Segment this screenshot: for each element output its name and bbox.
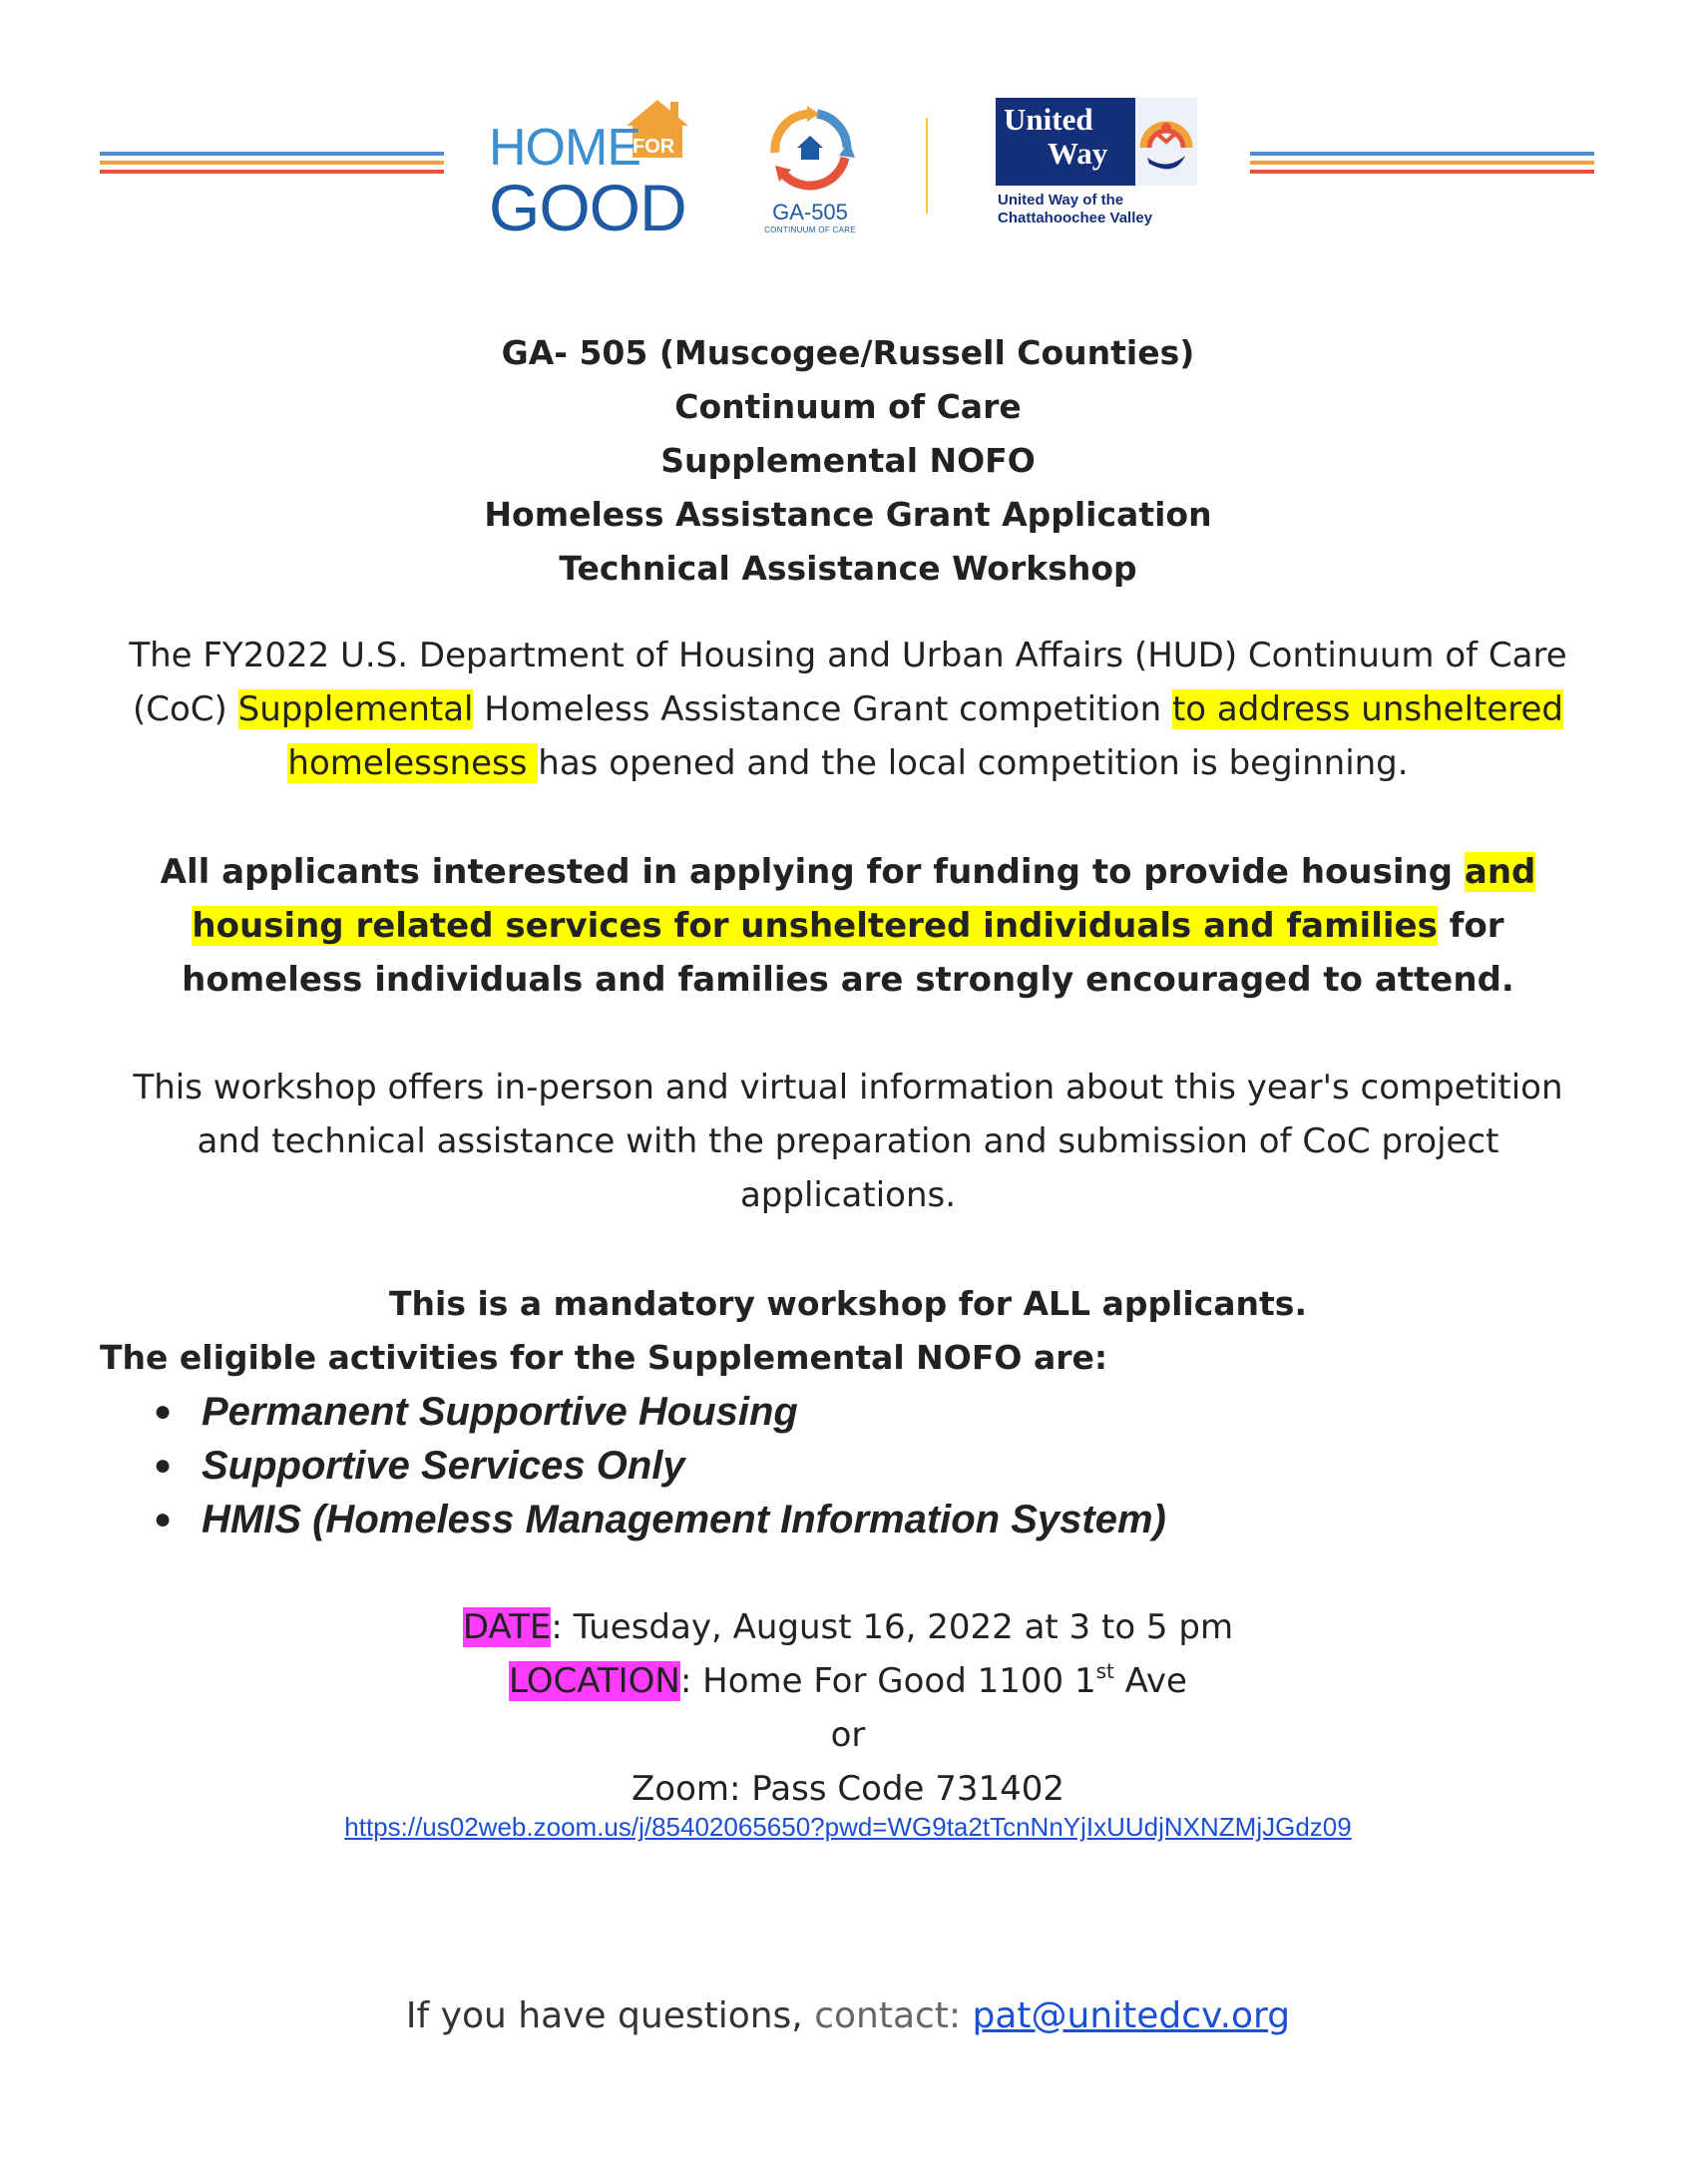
logo-home-text: HOME <box>489 119 640 177</box>
list-item <box>150 1439 1166 1493</box>
title-line-1: GA- 505 (Muscogee/Russell Counties) <box>501 333 1195 372</box>
workshop-paragraph: This workshop offers in-person and virtual information about this year's competition and technical assistance with the preparation and submission of CoC project applications. <box>133 1068 1563 1215</box>
bullet-icon: ● <box>154 1395 173 1428</box>
location-superscript: st <box>1095 1659 1114 1683</box>
activity-label: Supportive Services Only <box>202 1444 685 1488</box>
title-line-2: Continuum of Care <box>674 387 1022 426</box>
location-label: LOCATION <box>509 1661 680 1701</box>
logo-good-text: GOOD <box>489 171 686 244</box>
contact-prefix: If you have questions, <box>405 1995 815 2036</box>
date-label: DATE <box>462 1607 552 1647</box>
applicants-highlight: and housing related services for unsheltered individuals and families <box>192 852 1536 946</box>
intro-highlight-supplemental: Supplemental <box>237 689 474 729</box>
intro-text-c: has opened and the local competition is beginning. <box>538 743 1409 783</box>
united-way-wordmark <box>996 98 1135 186</box>
bullet-icon: ● <box>154 1503 173 1535</box>
intro-text-a: The FY2022 U.S. Department of Housing and Urban Affairs (HUD) Continuum of Care (CoC) <box>129 636 1567 729</box>
logo-for-text: FOR <box>633 136 675 158</box>
header-stripes-right <box>1250 152 1594 179</box>
activity-label: HMIS (Homeless Management Information System) <box>202 1498 1166 1541</box>
united-way-logo <box>996 98 1205 237</box>
title-line-4: Homeless Assistance Grant Application <box>484 495 1212 534</box>
applicants-paragraph <box>100 845 1596 1007</box>
united-way-tagline-line2: Chattahoochee Valley <box>998 210 1153 226</box>
header-stripes-left <box>100 152 444 179</box>
intro-paragraph <box>100 629 1596 790</box>
event-location <box>0 1654 1696 1708</box>
event-details <box>0 1600 1696 1816</box>
date-value: : Tuesday, August 16, 2022 at 3 to 5 pm <box>551 1607 1234 1647</box>
zoom-meeting-link[interactable]: https://us02web.zoom.us/j/85402065650?pwd=WG9ta2tTcnNnYjIxUUdjNXNZMjJGdz09 <box>344 1812 1352 1842</box>
location-value-a: : Home For Good 1100 1 <box>679 1661 1096 1701</box>
home-for-good-logo <box>489 96 698 244</box>
united-way-emblem-icon <box>1135 98 1197 186</box>
mandatory-notice: This is a mandatory workshop for ALL applicants. <box>389 1284 1307 1323</box>
eligible-activities-list <box>150 1385 1166 1546</box>
ga-505-logo <box>750 98 870 237</box>
document-title <box>0 326 1696 596</box>
united-way-tagline <box>998 192 1152 227</box>
list-item <box>150 1493 1166 1546</box>
eligible-activities-heading: The eligible activities for the Supplemental NOFO are: <box>100 1338 1108 1377</box>
bullet-icon: ● <box>154 1449 173 1482</box>
list-item <box>150 1385 1166 1439</box>
logo-divider <box>926 118 928 214</box>
intro-text-b: Homeless Assistance Grant competition <box>473 689 1172 729</box>
applicants-text-b: for homeless individuals and families are strongly encouraged to attend. <box>182 906 1514 1000</box>
location-value-b: Ave <box>1113 1661 1187 1701</box>
contact-email-link[interactable]: pat@unitedcv.org <box>972 1995 1291 2036</box>
ga-505-name: GA-505 <box>772 200 848 224</box>
contact-label: contact: <box>814 1995 973 2036</box>
title-line-3: Supplemental NOFO <box>660 441 1036 480</box>
activity-label: Permanent Supportive Housing <box>202 1390 798 1434</box>
united-way-tagline-line1: United Way of the <box>998 192 1124 209</box>
united-way-line1: United <box>1004 102 1093 137</box>
continuum-circle-icon <box>755 98 865 198</box>
contact-line <box>0 1995 1696 2036</box>
event-zoom: Zoom: Pass Code 731402 <box>632 1769 1064 1809</box>
event-or: or <box>830 1715 866 1755</box>
title-line-5: Technical Assistance Workshop <box>559 549 1137 588</box>
event-date <box>0 1600 1696 1654</box>
ga-505-subtitle: CONTINUUM OF CARE <box>764 225 856 234</box>
applicants-text-a: All applicants interested in applying for funding to provide housing <box>160 852 1465 892</box>
united-way-line2: Way <box>1048 136 1108 171</box>
intro-highlight-unsheltered: to address unsheltered homelessness <box>287 689 1563 783</box>
